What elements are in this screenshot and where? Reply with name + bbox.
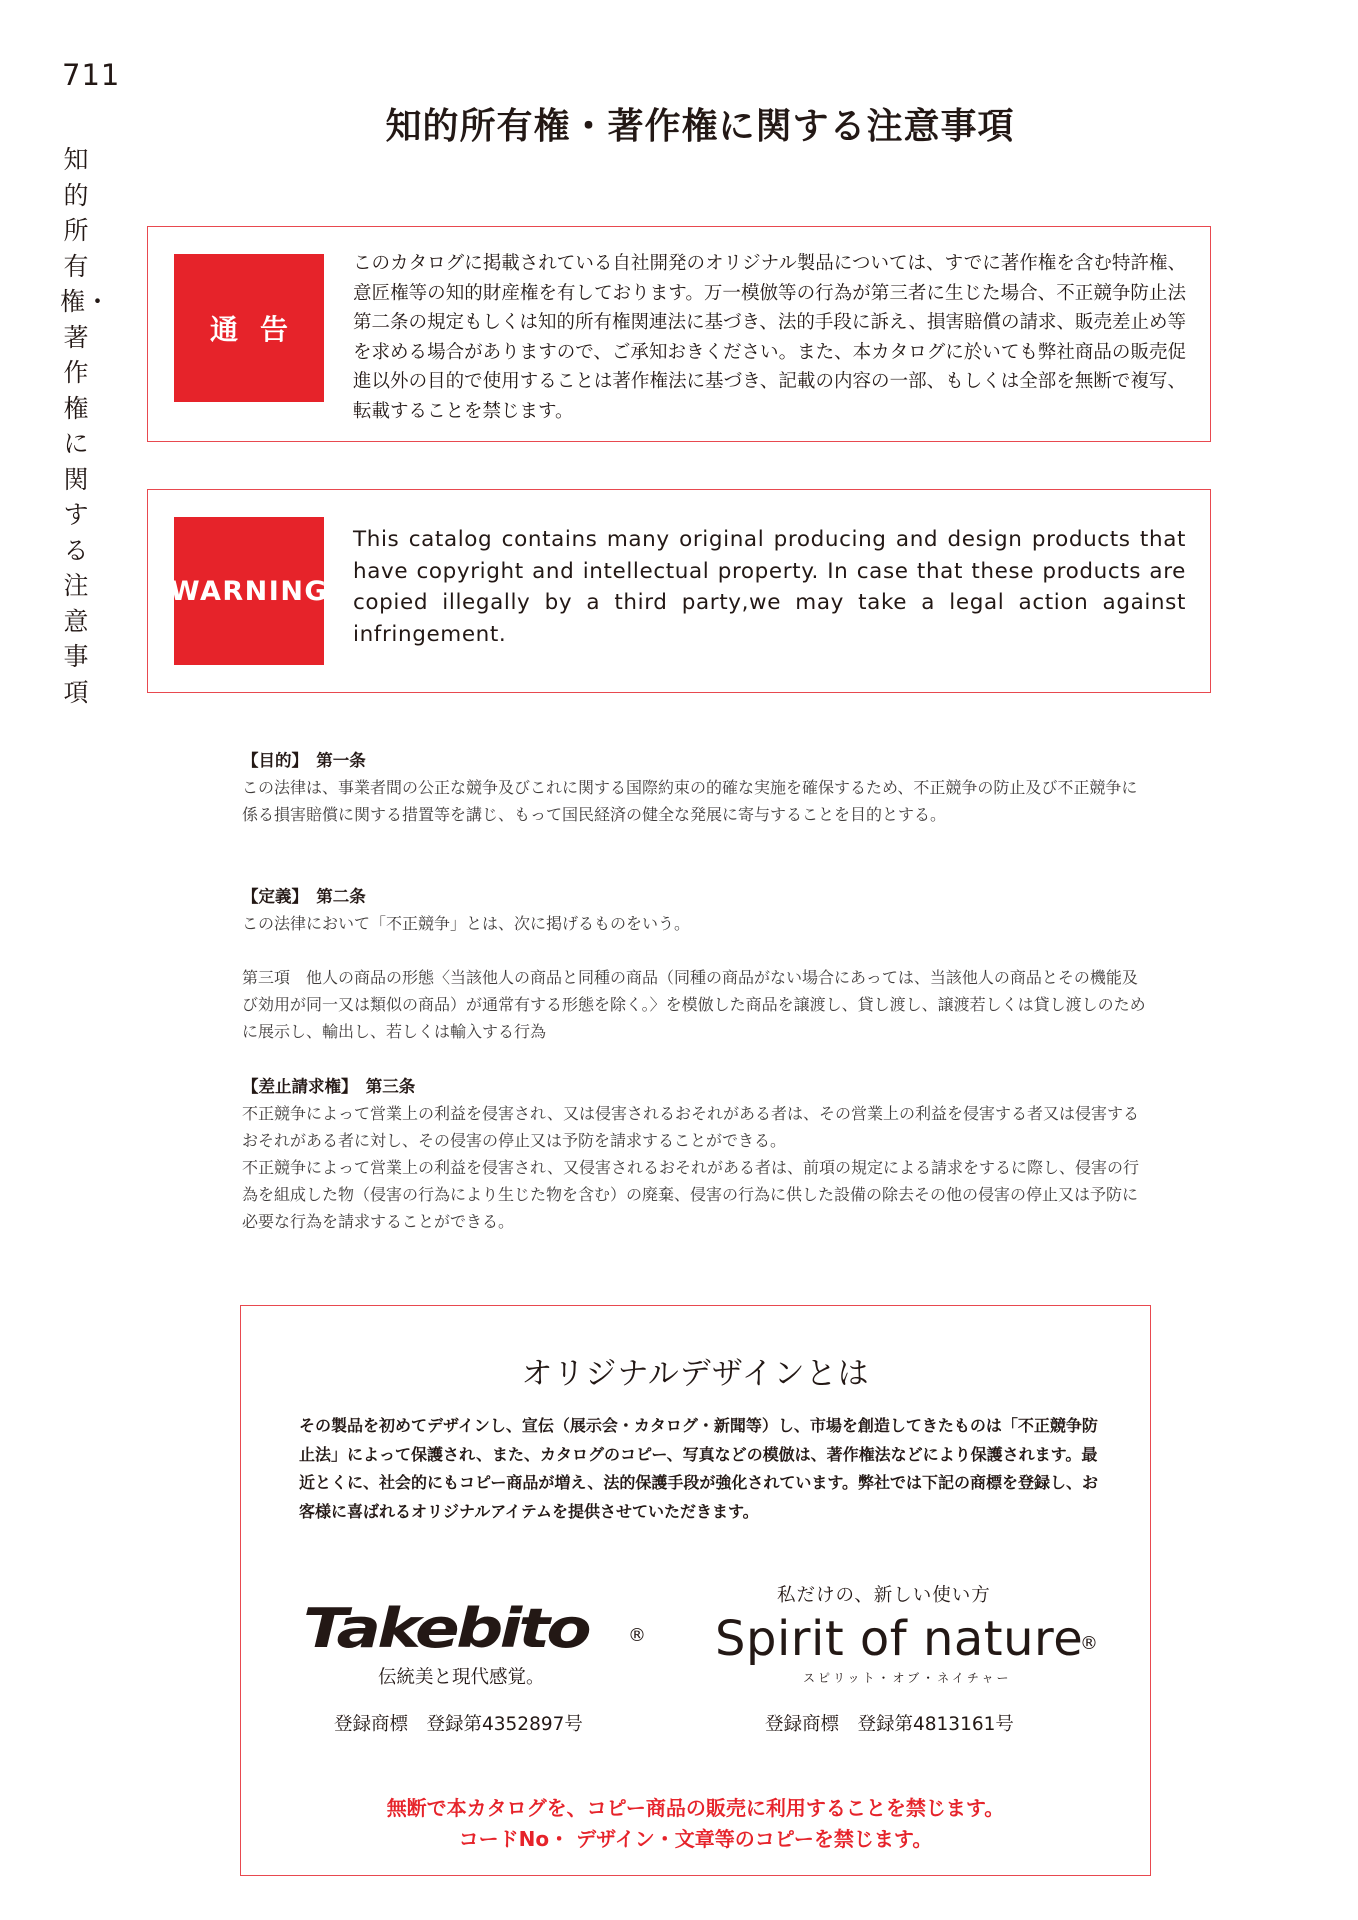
article-item: 第三項 他人の商品の形態〈当該他人の商品と同種の商品（同種の商品がない場合にあっては、当該他人の商品とその機能及び効用が同一又は類似の商品）が通常有する形態を除く。〉を模倣した商品を譲渡し、貸し渡し、譲渡若しくは貸し渡しのために展示し、輸出し、若しくは輸入する行為 <box>242 968 1146 1041</box>
page-title: 知的所有権・著作権に関する注意事項 <box>385 106 1015 147</box>
notice-japanese <box>147 226 1211 442</box>
warning-badge: WARNING <box>174 517 324 665</box>
takebito-tagline: 伝統美と現代感覚。 <box>378 1667 545 1688</box>
registered-mark: ® <box>628 1625 646 1646</box>
registered-mark: ® <box>1080 1633 1098 1654</box>
copy-prohibition-notice: 無断で本カタログを、コピー商品の販売に利用することを禁じます。 コードNo・ デザイン・文章等のコピーを禁じます。 <box>386 1796 1005 1851</box>
law-article-1 <box>242 748 1152 828</box>
page-number: 711 <box>62 58 121 92</box>
law-article-3 <box>242 1074 1152 1235</box>
article-heading: 【目的】 第一条 <box>242 751 366 770</box>
trademark-registration-right: 登録商標 登録第4813161号 <box>765 1714 1014 1735</box>
vertical-side-title: 知的所有権・著作権に関する注意事項 <box>60 145 111 707</box>
trademark-registration-left: 登録商標 登録第4352897号 <box>334 1714 583 1735</box>
spirit-tagline: 私だけの、新しい使い方 <box>777 1585 991 1606</box>
article-text: 不正競争によって営業上の利益を侵害され、又は侵害されるおそれがある者は、その営業上の利益を侵害する者又は侵害するおそれがある者に対し、その侵害の停止又は予防を請求することができる。 不正競争によって営業上の利益を侵害され、又侵害されるおそれがある者は、前項の規定による請求をするに際し、侵害の行為を組成した物（侵害の行為により生じた物を含む）の廃棄、侵害の行為に供した設備の除去その他の侵害の停止又は予防に必要な行為を請求することができる。 <box>242 1104 1139 1231</box>
takebito-wordmark: Takebito <box>303 1597 588 1660</box>
notice-text-en: This catalog contains many original producing and design products that have copyright and intellectual property. In case that these products are copied illegally by a third party,we may take a legal action against infringement. <box>353 527 1186 647</box>
notice-badge-ja: 通告 <box>174 254 324 402</box>
original-design-box <box>240 1305 1151 1876</box>
law-article-2 <box>242 884 1152 1045</box>
original-design-text: その製品を初めてデザインし、宣伝（展示会・カタログ・新聞等）し、市場を創造してきたものは「不正競争防止法」によって保護され、また、カタログのコピー、写真などの模倣は、著作権法などにより保護されます。最近とくに、社会的にもコピー商品が増え、法的保護手段が強化されています。弊社では下記の商標を登録し、お客様に喜ばれるオリジナルアイテムを提供させていただきます。 <box>299 1416 1099 1521</box>
article-text: この法律において「不正競争」とは、次に掲げるものをいう。 <box>242 914 691 933</box>
original-design-title: オリジナルデザインとは <box>521 1356 870 1392</box>
spirit-wordmark: Spirit of nature <box>715 1611 1084 1667</box>
takebito-logo <box>303 1597 646 1688</box>
article-heading: 【差止請求権】 第三条 <box>242 1077 416 1096</box>
notice-english <box>147 489 1211 693</box>
article-text: この法律は、事業者間の公正な競争及びこれに関する国際約束の的確な実施を確保するため、不正競争の防止及び不正競争に係る損害賠償に関する措置等を講じ、もって国民経済の健全な発展に寄与することを目的とする。 <box>242 778 1138 824</box>
article-heading: 【定義】 第二条 <box>242 887 366 906</box>
spirit-kana: スピリット・オブ・ネイチャー <box>803 1671 1012 1685</box>
notice-text-ja: このカタログに掲載されている自社開発のオリジナル製品については、すでに著作権を含む特許権、意匠権等の知的財産権を有しております。万一模倣等の行為が第三者に生じた場合、不正競争防止法第二条の規定もしくは知的所有権関連法に基づき、法的手段に訴え、損害賠償の請求、販売差止め等を求める場合がありますので、ご承知おきください。また、本カタログに於いても弊社商品の販売促進以外の目的で使用することは著作権法に基づき、記載の内容の一部、もしくは全部を無断で複写、転載することを禁じます。 <box>353 253 1186 422</box>
